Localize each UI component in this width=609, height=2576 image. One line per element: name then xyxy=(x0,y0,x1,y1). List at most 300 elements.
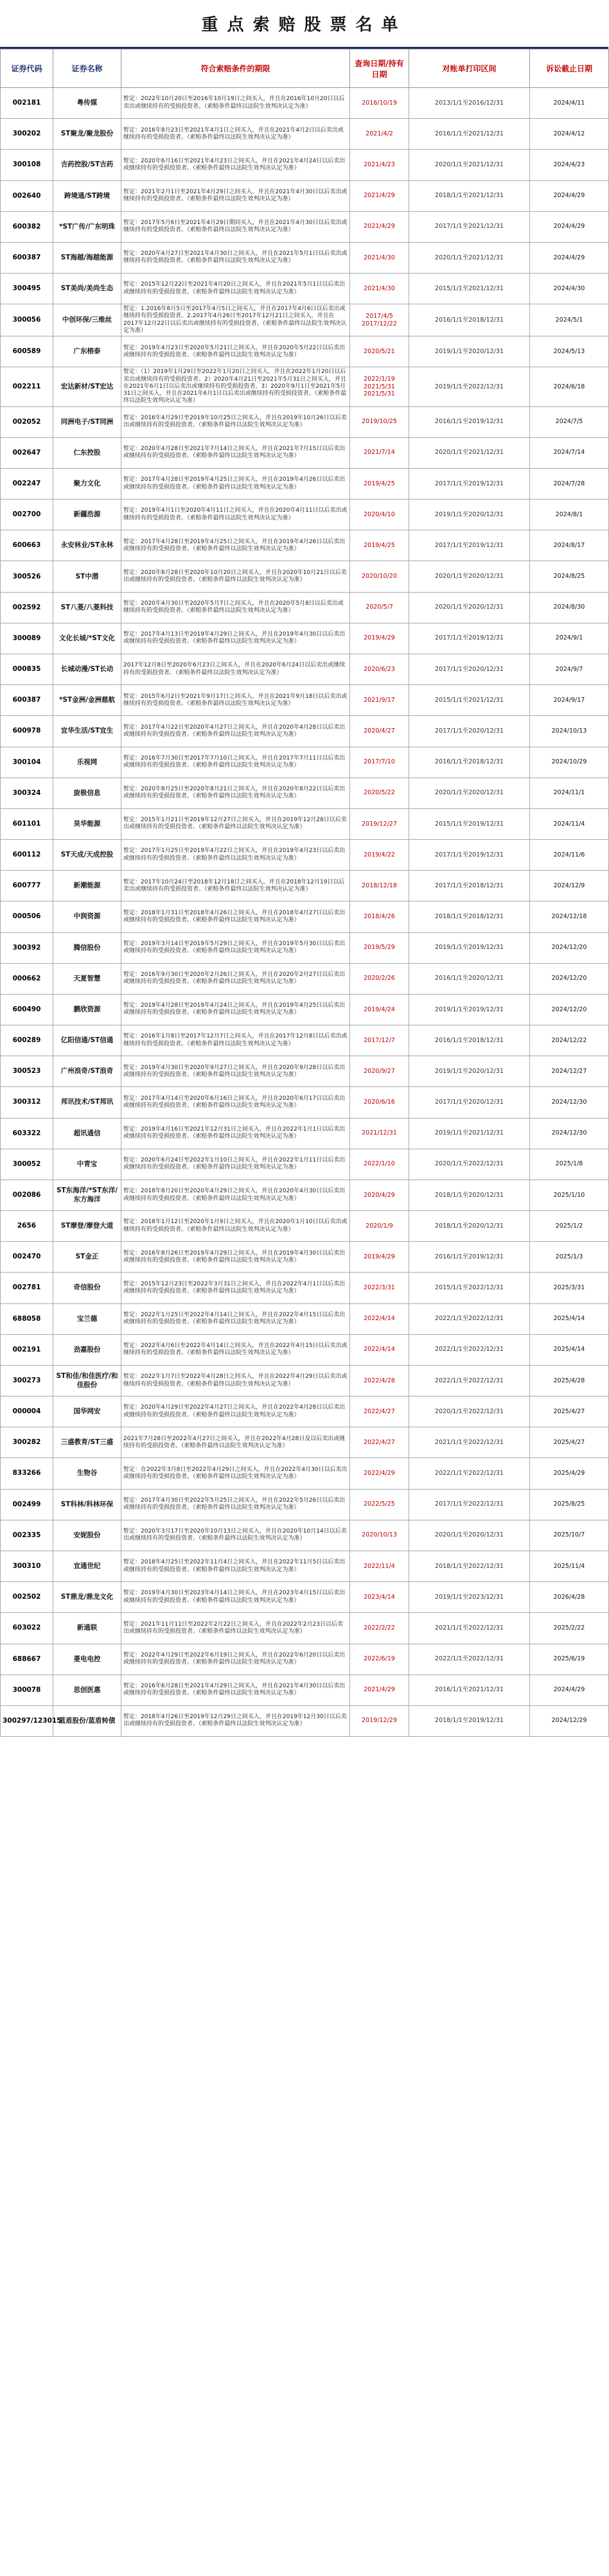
table-header-row xyxy=(1,49,609,88)
claim-condition: 暂定：2015年12月23日至2022年3月31日之间买入，并且在2022年4月1日以后卖出或继续持有的受损投资者。（索赔条件最终以法院生效判决认定为准） xyxy=(121,1273,350,1303)
stock-code: 002700 xyxy=(1,500,53,530)
statement-range: 2016/1/1至2021/12/31 xyxy=(409,119,530,150)
stock-name: ST聚龙/聚龙股份 xyxy=(53,119,121,150)
table-row xyxy=(1,500,609,530)
table-row xyxy=(1,623,609,654)
statement-range: 2022/1/1至2022/12/31 xyxy=(409,1303,530,1334)
stock-name: 聚力文化 xyxy=(53,468,121,499)
stock-name: 超讯通信 xyxy=(53,1118,121,1149)
litigation-deadline: 2024/4/29 xyxy=(530,211,609,242)
claim-condition: 暂定：2018年1月12日至2020年1月9日之间买入，并且在2020年1月10日以后卖出或继续持有的受损投资者。（索赔条件最终以法院生效判决认定为准） xyxy=(121,1211,350,1242)
claim-condition: 暂定：2019年4月16日至2021年12月31日之间买入，并且在2022年1月1日以后卖出或继续持有的受损投资者。（索赔条件最终以法院生效判决认定为准） xyxy=(121,1118,350,1149)
stock-code: 300052 xyxy=(1,1149,53,1179)
litigation-deadline: 2024/10/13 xyxy=(530,716,609,747)
claim-condition: 暂定：2017年4月14日至2020年6月16日之间买入，并且在2020年6月17日以后卖出或继续持有的受损投资者。（索赔条件最终以法院生效判决认定为准） xyxy=(121,1087,350,1118)
table-row xyxy=(1,932,609,963)
header-name: 证券名称 xyxy=(53,49,121,88)
query-date: 2020/5/21 xyxy=(350,336,409,367)
litigation-deadline: 2025/4/27 xyxy=(530,1427,609,1458)
statement-range: 2019/1/1至2019/12/31 xyxy=(409,932,530,963)
query-date: 2022/6/19 xyxy=(350,1644,409,1675)
claim-condition: 暂定：2022年1月25日至2022年4月14日之间买入，并且在2022年4月15日以后卖出或继续持有的受损投资者。（索赔条件最终以法院生效判决认定为准） xyxy=(121,1303,350,1334)
query-date: 2019/12/27 xyxy=(350,808,409,839)
litigation-deadline: 2024/12/9 xyxy=(530,871,609,901)
table-row xyxy=(1,1458,609,1489)
table-row xyxy=(1,1056,609,1087)
statement-range: 2017/1/1至2020/12/31 xyxy=(409,654,530,685)
statement-range: 2013/1/1至2016/12/31 xyxy=(409,88,530,119)
stock-name: 长城动漫/ST长动 xyxy=(53,654,121,685)
stock-code: 600663 xyxy=(1,530,53,561)
statement-range: 2018/1/1至2020/12/31 xyxy=(409,1179,530,1210)
stock-code: 688667 xyxy=(1,1644,53,1675)
query-date: 2020/5/22 xyxy=(350,778,409,808)
claim-condition: 暂定：2020年3月17日至2020年10月13日之间买入，并且在2020年10月14日以后卖出或继续持有的受损投资者。（索赔条件最终以法院生效判决认定为准） xyxy=(121,1520,350,1551)
query-date: 2021/12/31 xyxy=(350,1118,409,1149)
table-row xyxy=(1,468,609,499)
claim-condition: 暂定：2018年4月26日至2019年12月29日之间买入，并且在2019年12月30日以后卖出或继续持有的受损投资者。（索赔条件最终以法院生效判决认定为准） xyxy=(121,1705,350,1736)
stock-name: ST天成/天成控股 xyxy=(53,840,121,871)
stock-code: 000662 xyxy=(1,963,53,994)
stock-name: 新潮能源 xyxy=(53,871,121,901)
query-date: 2018/4/26 xyxy=(350,901,409,932)
stock-name: ST东海洋/*ST东洋/东方海洋 xyxy=(53,1179,121,1210)
stock-name: 昊华能源 xyxy=(53,808,121,839)
litigation-deadline: 2025/2/22 xyxy=(530,1613,609,1644)
claim-condition: 暂定：2020年6月24日至2022年1月10日之间买入，并且在2022年1月11日以后卖出或继续持有的受损投资者。（索赔条件最终以法院生效判决认定为准） xyxy=(121,1149,350,1179)
statement-range: 2019/1/1至2020/12/31 xyxy=(409,336,530,367)
claim-condition: 暂定：2019年4月28日至2019年4月24日之间买入，并且在2019年4月25日以后卖出或继续持有的受损投资者。（索赔条件最终以法院生效判决认定为准） xyxy=(121,994,350,1025)
litigation-deadline: 2024/8/25 xyxy=(530,561,609,592)
stock-name: ST八菱/八菱科技 xyxy=(53,592,121,623)
claim-condition: 暂定：2020年8月25日至2020年8月21日之间买入，并且在2020年8月22日以后卖出或继续持有的受损投资者。（索赔条件最终以法院生效判决认定为准） xyxy=(121,778,350,808)
stock-name: 宜通世纪 xyxy=(53,1551,121,1581)
table-row xyxy=(1,119,609,150)
table-row xyxy=(1,88,609,119)
query-date: 2021/9/17 xyxy=(350,685,409,716)
table-row xyxy=(1,1520,609,1551)
litigation-deadline: 2024/10/29 xyxy=(530,747,609,778)
table-row xyxy=(1,747,609,778)
litigation-deadline: 2024/12/30 xyxy=(530,1087,609,1118)
statement-range: 2019/1/1至2020/12/31 xyxy=(409,1056,530,1087)
statement-range: 2017/1/1至2019/12/31 xyxy=(409,530,530,561)
statement-range: 2016/1/1至2020/12/31 xyxy=(409,963,530,994)
query-date: 2020/2/26 xyxy=(350,963,409,994)
litigation-deadline: 2025/4/28 xyxy=(530,1365,609,1396)
claim-condition: 暂定：2019年3月14日至2019年5月29日之间买入，并且在2019年5月30日以后卖出或继续持有的受损投资者。（索赔条件最终以法院生效判决认定为准） xyxy=(121,932,350,963)
statement-range: 2018/1/1至2022/12/31 xyxy=(409,1551,530,1581)
stock-code: 603322 xyxy=(1,1118,53,1149)
table-row xyxy=(1,1087,609,1118)
stock-name: 旋极信息 xyxy=(53,778,121,808)
query-date: 2022/4/28 xyxy=(350,1365,409,1396)
stock-name: 中青宝 xyxy=(53,1149,121,1179)
stock-code: 2656 xyxy=(1,1211,53,1242)
query-date: 2020/4/27 xyxy=(350,716,409,747)
stock-code: 833266 xyxy=(1,1458,53,1489)
statement-range: 2020/1/1至2022/12/31 xyxy=(409,1149,530,1179)
litigation-deadline: 2024/4/11 xyxy=(530,88,609,119)
table-row xyxy=(1,592,609,623)
claim-condition: 暂定：2019年4月23日至2020年5月21日之间买入，并且在2020年5月22日以后卖出或继续持有的受损投资者。（索赔条件最终以法院生效判决认定为准） xyxy=(121,336,350,367)
table-row xyxy=(1,1334,609,1365)
litigation-deadline: 2024/7/5 xyxy=(530,406,609,437)
table-row xyxy=(1,1242,609,1273)
stock-code: 300324 xyxy=(1,778,53,808)
litigation-deadline: 2024/12/27 xyxy=(530,1056,609,1087)
query-date: 2019/4/24 xyxy=(350,994,409,1025)
table-row xyxy=(1,406,609,437)
claim-condition: 暂定：2020年6月16日至2021年4月23日之间买入，并且在2021年4月24日以后卖出或继续持有的受损投资者。（索赔条件最终以法院生效判决认定为准） xyxy=(121,150,350,180)
header-condition: 符合索赔条件的期限 xyxy=(121,49,350,88)
statement-range: 2020/1/1至2021/12/31 xyxy=(409,150,530,180)
statement-range: 2019/1/1至2021/12/31 xyxy=(409,1118,530,1149)
statement-range: 2022/1/1至2022/12/31 xyxy=(409,1334,530,1365)
stock-name: ST科林/科林环保 xyxy=(53,1489,121,1520)
litigation-deadline: 2024/8/17 xyxy=(530,530,609,561)
query-date: 2019/4/29 xyxy=(350,1242,409,1273)
table-row xyxy=(1,716,609,747)
claim-condition: 暂定：在2022年3月8日至2022年4月29日之间买入，并且在2022年4月30日以后卖出或继续持有的受损投资者。（索赔条件最终以法院生效判决认定为准） xyxy=(121,1458,350,1489)
claim-condition: 暂定：2022年4月29日至2022年6月19日之间买入，并且在2022年6月20日以后卖出或继续持有的受损投资者。（索赔条件最终以法院生效判决认定为准） xyxy=(121,1644,350,1675)
stock-code: 002052 xyxy=(1,406,53,437)
claim-condition: 暂定：2019年4月30日至2023年4月14日之间买入，并且在2023年4月15日以后卖出或继续持有的受损投资者。（索赔条件最终以法院生效判决认定为准） xyxy=(121,1582,350,1613)
litigation-deadline: 2024/6/18 xyxy=(530,367,609,406)
table-row xyxy=(1,211,609,242)
stock-code: 300056 xyxy=(1,304,53,336)
table-row xyxy=(1,654,609,685)
statement-range: 2015/1/1至2021/12/31 xyxy=(409,274,530,304)
litigation-deadline: 2024/8/30 xyxy=(530,592,609,623)
stock-code: 603022 xyxy=(1,1613,53,1644)
stock-name: 中创环保/三维丝 xyxy=(53,304,121,336)
table-row xyxy=(1,437,609,468)
statement-range: 2019/1/1至2019/12/31 xyxy=(409,994,530,1025)
query-date: 2022/4/14 xyxy=(350,1334,409,1365)
stock-name: ST海越/海越能源 xyxy=(53,242,121,273)
stock-name: 宜华生活/ST宜生 xyxy=(53,716,121,747)
table-row xyxy=(1,274,609,304)
stock-code: 300297/123015 xyxy=(1,1705,53,1736)
table-row xyxy=(1,1582,609,1613)
table-row xyxy=(1,1211,609,1242)
stock-name: 广东榕泰 xyxy=(53,336,121,367)
litigation-deadline: 2024/4/29 xyxy=(530,1675,609,1705)
litigation-deadline: 2025/4/14 xyxy=(530,1303,609,1334)
claim-condition: 暂定：2019年4月1日至2020年4月11日之间买入，并且在2020年4月11日以后卖出或继续持有的受损投资者。（索赔条件最终以法院生效判决认定为准） xyxy=(121,500,350,530)
litigation-deadline: 2024/9/7 xyxy=(530,654,609,685)
table-row xyxy=(1,1025,609,1056)
table-row xyxy=(1,994,609,1025)
litigation-deadline: 2024/9/1 xyxy=(530,623,609,654)
stock-code: 300282 xyxy=(1,1427,53,1458)
statement-range: 2020/1/1至2020/12/31 xyxy=(409,1520,530,1551)
stock-code: 600387 xyxy=(1,242,53,273)
claim-condition: 暂定：2017年4月28日至2019年4月25日之间买入，并且在2019年4月26日以后卖出或继续持有的受损投资者。（索赔条件最终以法院生效判决认定为准） xyxy=(121,468,350,499)
stock-code: 600490 xyxy=(1,994,53,1025)
litigation-deadline: 2024/5/1 xyxy=(530,304,609,336)
litigation-deadline: 2024/9/17 xyxy=(530,685,609,716)
query-date: 2020/6/16 xyxy=(350,1087,409,1118)
table-row xyxy=(1,304,609,336)
query-date: 2020/4/29 xyxy=(350,1179,409,1210)
statement-range: 2017/1/1至2022/12/31 xyxy=(409,1489,530,1520)
stock-name: *ST广传/广东明珠 xyxy=(53,211,121,242)
statement-range: 2016/1/1至2018/12/31 xyxy=(409,304,530,336)
query-date: 2017/4/5 2017/12/22 xyxy=(350,304,409,336)
statement-range: 2016/1/1至2019/12/31 xyxy=(409,1242,530,1273)
litigation-deadline: 2026/4/28 xyxy=(530,1582,609,1613)
stock-code: 002086 xyxy=(1,1179,53,1210)
header-statement-range: 对账单打印区间 xyxy=(409,49,530,88)
stock-name: 邦讯技术/ST邦讯 xyxy=(53,1087,121,1118)
stock-code: 300089 xyxy=(1,623,53,654)
claim-condition: 暂定：2017年4月28日至2019年4月25日之间买入，并且在2019年4月26日以后卖出或继续持有的受损投资者。（索赔条件最终以法院生效判决认定为准） xyxy=(121,530,350,561)
claim-condition: 暂定：2020年8月28日至2020年10月20日之间买入，并且在2020年10月21日以后卖出或继续持有的受损投资者。（索赔条件最终以法院生效判决认定为准） xyxy=(121,561,350,592)
stock-code: 300526 xyxy=(1,561,53,592)
table-row xyxy=(1,1179,609,1210)
stock-code: 002335 xyxy=(1,1520,53,1551)
stock-name: 仁东控股 xyxy=(53,437,121,468)
table-row xyxy=(1,1644,609,1675)
claim-condition: 暂定：2022年10月20日至2016年10月19日之间买入，并且在2016年10月20日以后卖出或继续持有的受损投资者。（索赔条件最终以法院生效判决认定为准） xyxy=(121,88,350,119)
stock-name: 腾信股份 xyxy=(53,932,121,963)
claim-condition: 暂定：（1）2019年1月29日至2022年1月20日之间买入，并且在2022年1月20日以后卖出或继续持有的受损投资者。2）2020年4月21日至2021年5月31日之间买入，并且在2021年6月1日以后卖出或继续持有的受损投资者。3）2020年9月1日至2021年5月31日之间买入，并且在2021年6月1日以后卖出或继续持有的受损投资者。（索赔条件最终以法院生效判决认定为准） xyxy=(121,367,350,406)
statement-range: 2017/1/1至2018/12/31 xyxy=(409,871,530,901)
claim-condition: 暂定：2020年4月29日至2022年4月27日之间买入，并且在2022年4月28日以后卖出或继续持有的受损投资者。（索赔条件最终以法院生效判决认定为准） xyxy=(121,1397,350,1427)
query-date: 2022/4/14 xyxy=(350,1303,409,1334)
statement-range: 2022/1/1至2022/12/31 xyxy=(409,1458,530,1489)
litigation-deadline: 2024/4/29 xyxy=(530,180,609,211)
table-row xyxy=(1,901,609,932)
statement-range: 2020/1/1至2022/12/31 xyxy=(409,1397,530,1427)
claim-condition: 2017年12月8日至2020年6月23日之间买入，并且在2020年6月24日以后卖出或继续持有的受损投资者。（索赔条件最终以法院生效判决认定为准） xyxy=(121,654,350,685)
query-date: 2021/4/2 xyxy=(350,119,409,150)
stock-code: 300078 xyxy=(1,1675,53,1705)
query-date: 2022/4/27 xyxy=(350,1397,409,1427)
claim-condition: 暂定：2017年10月24日至2018年12月18日之间买入，并且在2018年12月19日以后卖出或继续持有的受损投资者。（索赔条件最终以法院生效判决认定为准） xyxy=(121,871,350,901)
claim-condition: 暂定：2017年4月22日至2020年4月27日之间买入，并且在2020年4月28日以后卖出或继续持有的受损投资者。（索赔条件最终以法院生效判决认定为准） xyxy=(121,716,350,747)
litigation-deadline: 2024/4/12 xyxy=(530,119,609,150)
litigation-deadline: 2024/12/20 xyxy=(530,932,609,963)
stock-name: 生物谷 xyxy=(53,1458,121,1489)
stock-name: 鹏欣资源 xyxy=(53,994,121,1025)
statement-range: 2017/1/1至2020/12/31 xyxy=(409,716,530,747)
stock-name: 同洲电子/ST同洲 xyxy=(53,406,121,437)
stock-code: 002781 xyxy=(1,1273,53,1303)
stock-code: 300310 xyxy=(1,1551,53,1581)
stock-code: 002647 xyxy=(1,437,53,468)
stock-code: 600112 xyxy=(1,840,53,871)
stock-code: 300108 xyxy=(1,150,53,180)
query-date: 2020/10/13 xyxy=(350,1520,409,1551)
stock-code: 300392 xyxy=(1,932,53,963)
stock-code: 000506 xyxy=(1,901,53,932)
table-row xyxy=(1,367,609,406)
statement-range: 2018/1/1至2020/12/31 xyxy=(409,1211,530,1242)
query-date: 2020/5/7 xyxy=(350,592,409,623)
statement-range: 2021/1/1至2022/12/31 xyxy=(409,1613,530,1644)
statement-range: 2015/1/1至2019/12/31 xyxy=(409,808,530,839)
stock-name: 永安林业/ST永林 xyxy=(53,530,121,561)
query-date: 2021/4/30 xyxy=(350,274,409,304)
stock-name: 宏达新材/ST宏达 xyxy=(53,367,121,406)
litigation-deadline: 2025/8/25 xyxy=(530,1489,609,1520)
litigation-deadline: 2024/12/20 xyxy=(530,963,609,994)
claim-condition: 暂定：1.2016年8月5日至2017年4月5日之间买入，并且在2017年4月6日以后卖出或继续持有的受损投资者。2.2017年4月26日至2017年12月21日之间买入，并且在2017年12月22日以后卖出或继续持有的受损投资者。（索赔条件最终以法院生效判决认定为准） xyxy=(121,304,350,336)
table-row xyxy=(1,1613,609,1644)
claim-condition: 暂定：2017年4月30日至2022年5月25日之间买入，并且在2022年5月26日以后卖出或继续持有的受损投资者。（索赔条件最终以法院生效判决认定为准） xyxy=(121,1489,350,1520)
query-date: 2022/3/31 xyxy=(350,1273,409,1303)
claim-condition: 暂定：2019年4月30日至2020年9月27日之间买入，并且在2020年9月28日以后卖出或继续持有的受损投资者。（索赔条件最终以法院生效判决认定为准） xyxy=(121,1056,350,1087)
query-date: 2023/4/14 xyxy=(350,1582,409,1613)
statement-range: 2015/1/1至2022/12/31 xyxy=(409,1273,530,1303)
statement-range: 2020/1/1至2020/12/31 xyxy=(409,592,530,623)
query-date: 2020/9/27 xyxy=(350,1056,409,1087)
statement-range: 2019/1/1至2020/12/31 xyxy=(409,500,530,530)
statement-range: 2016/1/1至2018/12/31 xyxy=(409,1025,530,1056)
stock-code: 601101 xyxy=(1,808,53,839)
query-date: 2022/4/27 xyxy=(350,1427,409,1458)
query-date: 2021/4/29 xyxy=(350,180,409,211)
stock-name: ST鼎龙/鼎龙文化 xyxy=(53,1582,121,1613)
query-date: 2019/5/29 xyxy=(350,932,409,963)
statement-range: 2020/1/1至2020/12/31 xyxy=(409,561,530,592)
table-row xyxy=(1,561,609,592)
stock-code: 000004 xyxy=(1,1397,53,1427)
statement-range: 2015/1/1至2021/12/31 xyxy=(409,685,530,716)
query-date: 2022/11/4 xyxy=(350,1551,409,1581)
table-row xyxy=(1,530,609,561)
claim-condition: 暂定：2020年4月30日至2020年5月7日之间买入，并且在2020年5月8日以后卖出或继续持有的受损投资者。（索赔条件最终以法院生效判决认定为准） xyxy=(121,592,350,623)
stock-name: ST中潜 xyxy=(53,561,121,592)
statement-range: 2017/1/1至2019/12/31 xyxy=(409,468,530,499)
query-date: 2021/4/23 xyxy=(350,150,409,180)
table-row xyxy=(1,840,609,871)
query-date: 2022/1/19 2021/5/31 2021/5/31 xyxy=(350,367,409,406)
litigation-deadline: 2025/10/7 xyxy=(530,1520,609,1551)
table-row xyxy=(1,336,609,367)
stock-code: 300202 xyxy=(1,119,53,150)
stock-name: 天夏智慧 xyxy=(53,963,121,994)
claim-condition: 暂定：2018年4月25日至2022年11月4日之间买入，并且在2022年11月5日以后卖出或继续持有的受损投资者。（索赔条件最终以法院生效判决认定为准） xyxy=(121,1551,350,1581)
table-row xyxy=(1,1705,609,1736)
claim-condition: 暂定：2017年1月25日至2019年4月22日之间买入，并且在2019年4月23日以后卖出或继续持有的受损投资者。（索赔条件最终以法院生效判决认定为准） xyxy=(121,840,350,871)
query-date: 2019/12/29 xyxy=(350,1705,409,1736)
stock-name: 文化长城/*ST文化 xyxy=(53,623,121,654)
claim-condition: 暂定：2016年8月23日至2021年4月1日之间买入，并且在2021年4月2日以后卖出或继续持有的受损投资者。（索赔条件最终以法院生效判决认定为准） xyxy=(121,119,350,150)
header-deadline: 诉讼截止日期 xyxy=(530,49,609,88)
statement-range: 2018/1/1至2021/12/31 xyxy=(409,180,530,211)
query-date: 2022/5/25 xyxy=(350,1489,409,1520)
stock-code: 002247 xyxy=(1,468,53,499)
stock-name: 跨境通/ST跨境 xyxy=(53,180,121,211)
claim-condition: 暂定：2017年5月6日至2021年4月29日期间买入，并且在2021年4月30日以后卖出或继续持有的受损投资者。（索赔条件最终以法院生效判决认定为准） xyxy=(121,211,350,242)
query-date: 2021/7/14 xyxy=(350,437,409,468)
claim-condition: 暂定：2020年4月28日至2021年7月14日之间买入，并且在2021年7月15日以后卖出或继续持有的受损投资者。（索赔条件最终以法院生效判决认定为准） xyxy=(121,437,350,468)
statement-range: 2019/1/1至2023/12/31 xyxy=(409,1582,530,1613)
stock-code: 600978 xyxy=(1,716,53,747)
stock-name: 思创医惠 xyxy=(53,1675,121,1705)
stock-name: ST金正 xyxy=(53,1242,121,1273)
stock-name: 广州浪奇/ST浪奇 xyxy=(53,1056,121,1087)
statement-range: 2022/1/1至2022/12/31 xyxy=(409,1644,530,1675)
query-date: 2017/7/10 xyxy=(350,747,409,778)
claim-condition: 暂定：2016年6月28日至2021年4月29日之间买入，并且在2021年4月30日以后卖出或继续持有的受损投资者。（索赔条件最终以法院生效判决认定为准） xyxy=(121,1675,350,1705)
table-row xyxy=(1,1118,609,1149)
table-row xyxy=(1,1397,609,1427)
stock-claims-table xyxy=(0,49,609,1737)
header-query-date: 查询日期/持有日期 xyxy=(350,49,409,88)
litigation-deadline: 2024/11/1 xyxy=(530,778,609,808)
statement-range: 2022/1/1至2022/12/31 xyxy=(409,1365,530,1396)
query-date: 2018/12/18 xyxy=(350,871,409,901)
stock-name: 乐视网 xyxy=(53,747,121,778)
query-date: 2019/4/29 xyxy=(350,623,409,654)
stock-code: 002499 xyxy=(1,1489,53,1520)
claim-condition: 暂定：2015年6月2日至2021年9月17日之间买入，并且在2021年9月18日以后卖出或继续持有的受损投资者。（索赔条件最终以法院生效判决认定为准） xyxy=(121,685,350,716)
litigation-deadline: 2024/4/23 xyxy=(530,150,609,180)
claim-condition: 暂定：2022年4月6日至2022年4月14日之间买入，并且在2022年4月15日以后卖出或继续持有的受损投资者。（索赔条件最终以法院生效判决认定为准） xyxy=(121,1334,350,1365)
litigation-deadline: 2025/4/14 xyxy=(530,1334,609,1365)
statement-range: 2020/1/1至2020/12/31 xyxy=(409,778,530,808)
query-date: 2016/10/19 xyxy=(350,88,409,119)
table-row xyxy=(1,871,609,901)
litigation-deadline: 2024/11/6 xyxy=(530,840,609,871)
stock-name: 国华网安 xyxy=(53,1397,121,1427)
stock-name: 新疆浩源 xyxy=(53,500,121,530)
litigation-deadline: 2025/4/29 xyxy=(530,1458,609,1489)
litigation-deadline: 2025/1/8 xyxy=(530,1149,609,1179)
claim-condition: 暂定：2016年9月30日至2020年2月26日之间买入，并且在2020年2月27日以后卖出或继续持有的受损投资者。（索赔条件最终以法院生效判决认定为准） xyxy=(121,963,350,994)
stock-name: 安妮股份 xyxy=(53,1520,121,1551)
claim-condition: 2021年7月28日至2022年4月27日之间买入，并且在2022年4月28日及以后卖出或继续持有的受损投资者。（索赔条件最终以法院生效判决认定为准） xyxy=(121,1427,350,1458)
table-row xyxy=(1,180,609,211)
stock-name: 粤传媒 xyxy=(53,88,121,119)
claim-condition: 暂定：2022年1月7日至2022年4月28日之间买入，并且在2022年4月29日以后卖出或继续持有的受损投资者。（索赔条件最终以法院生效判决认定为准） xyxy=(121,1365,350,1396)
stock-code: 002470 xyxy=(1,1242,53,1273)
claim-condition: 暂定：2017年4月13日至2019年4月29日之间买入，并且在2019年4月30日以后卖出或继续持有的受损投资者。（索赔条件最终以法院生效判决认定为准） xyxy=(121,623,350,654)
page-title: 重点索赔股票名单 xyxy=(201,15,407,35)
stock-code: 002181 xyxy=(1,88,53,119)
claim-condition: 暂定：2018年1月31日至2018年4月26日之间买入，并且在2018年4月27日以后卖出或继续持有的受损投资者。（索赔条件最终以法院生效判决认定为准） xyxy=(121,901,350,932)
query-date: 2021/4/29 xyxy=(350,211,409,242)
table-row xyxy=(1,1675,609,1705)
query-date: 2020/4/10 xyxy=(350,500,409,530)
stock-name: 宝兰德 xyxy=(53,1303,121,1334)
stock-code: 600589 xyxy=(1,336,53,367)
stock-code: 002211 xyxy=(1,367,53,406)
statement-range: 2020/1/1至2021/12/31 xyxy=(409,242,530,273)
litigation-deadline: 2024/7/28 xyxy=(530,468,609,499)
stock-code: 002502 xyxy=(1,1582,53,1613)
litigation-deadline: 2024/4/30 xyxy=(530,274,609,304)
claim-condition: 暂定：2015年12月22日至2021年4月20日之间买入，并且在2021年5月1日以后卖出或继续持有的受损投资者。（索赔条件最终以法院生效判决认定为准） xyxy=(121,274,350,304)
table-row xyxy=(1,685,609,716)
query-date: 2021/4/30 xyxy=(350,242,409,273)
claim-condition: 暂定：2018年8月20日至2020年4月29日之间买入，并且在2020年4月30日以后卖出或继续持有的受损投资者。（索赔条件最终以法院生效判决认定为准） xyxy=(121,1179,350,1210)
stock-code: 300312 xyxy=(1,1087,53,1118)
query-date: 2020/6/23 xyxy=(350,654,409,685)
statement-range: 2017/1/1至2021/12/31 xyxy=(409,211,530,242)
litigation-deadline: 2025/1/10 xyxy=(530,1179,609,1210)
table-row xyxy=(1,1427,609,1458)
stock-code: 600387 xyxy=(1,685,53,716)
stock-name: 吉药控股/ST吉药 xyxy=(53,150,121,180)
table-row xyxy=(1,1365,609,1396)
stock-name: 三盛教育/ST三盛 xyxy=(53,1427,121,1458)
